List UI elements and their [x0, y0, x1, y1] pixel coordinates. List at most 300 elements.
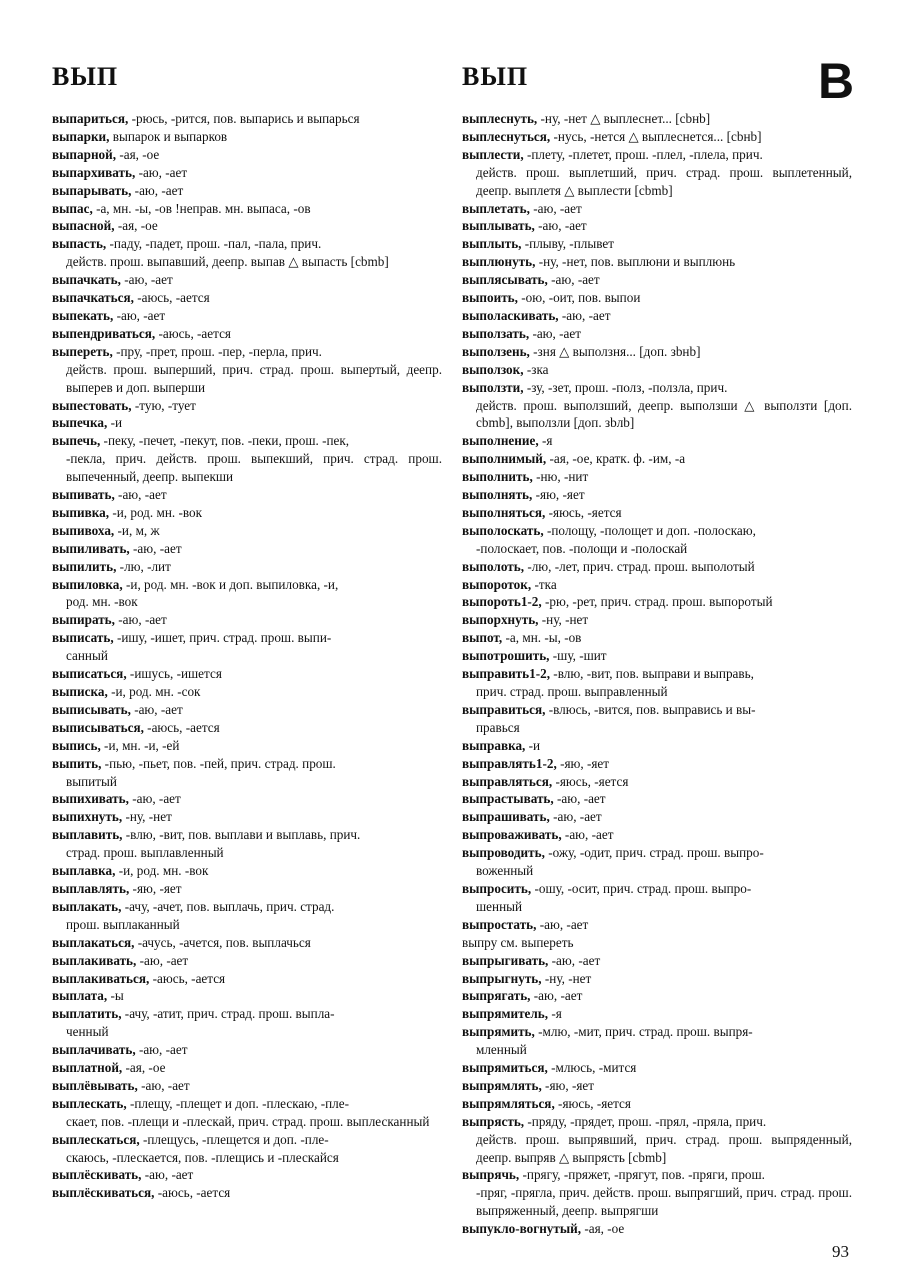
section-letter: В — [818, 53, 855, 109]
dictionary-entry — [52, 200, 442, 218]
entry-continuation: -пряг, -прягла, прич. действ. прош. выпрягший, прич. страд. прош. выпряженный, деепр. выпрягши — [476, 1185, 852, 1219]
dictionary-entry — [52, 397, 442, 415]
headword: выплакиваться, — [52, 970, 150, 986]
headword: выплата, — [52, 988, 108, 1004]
headword: выпрямляться, — [462, 1095, 555, 1111]
dictionary-entry — [462, 450, 852, 468]
entry-forms: -аю, -ает — [529, 325, 581, 341]
headword: выплакаться, — [52, 934, 135, 950]
entry-continuation: прич. страд. прош. выправленный — [476, 684, 668, 699]
dictionary-entry — [52, 522, 442, 540]
headword: выпрямить, — [462, 1024, 535, 1040]
dictionary-entry — [462, 647, 852, 665]
entry-forms: -я — [548, 1006, 562, 1022]
entry-forms: -ну, -нет △ выплеснет... [cbнb] — [537, 111, 711, 126]
headword: выполняться, — [462, 504, 546, 520]
entry-forms: -аю, -ает — [135, 164, 188, 180]
dictionary-entry — [52, 164, 442, 182]
entry-forms: -яюсь, -яется — [554, 1095, 631, 1111]
dictionary-entry — [462, 1113, 852, 1167]
entry-forms: -ошу, -осит, прич. страд. прош. выпро- — [531, 880, 752, 896]
entry-forms: -пряду, -прядет, прош. -прял, -пряла, прич. — [524, 1113, 767, 1129]
headword: выплетать, — [462, 200, 530, 216]
entry-continuation: действ. прош. выпавший, деепр. выпав △ выпасть [cbmb] — [66, 254, 389, 270]
dictionary-entry — [462, 1220, 852, 1238]
entry-forms: -аюсь, -ается — [155, 325, 231, 341]
headword: выполаскивать, — [462, 307, 559, 323]
dictionary-entry — [52, 235, 442, 271]
headword: выпорхнуть, — [462, 612, 539, 628]
dictionary-entry — [462, 611, 852, 629]
dictionary-entry — [52, 737, 442, 755]
headword: выполнимый, — [462, 451, 547, 467]
headword: выпачкаться, — [52, 290, 134, 306]
entry-continuation: прош. выплаканный — [66, 916, 180, 932]
headword: выпороток, — [462, 576, 532, 592]
dictionary-entry — [52, 343, 442, 397]
dictionary-entry — [52, 1131, 442, 1167]
entry-continuation: скает, пов. -плещи и -плескай, прич. страд. прош. выплесканный — [66, 1113, 430, 1129]
dictionary-entry — [462, 289, 852, 307]
entry-forms: -ачу, -атит, прич. страд. прош. выпла- — [121, 1006, 335, 1022]
dictionary-entry — [462, 379, 852, 433]
entry-forms: -и, род. мн. -вок — [109, 504, 203, 520]
entry-forms: -аю, -ает — [549, 809, 602, 825]
headword: выпасть, — [52, 236, 107, 252]
headword: выпасной, — [52, 218, 115, 234]
headword: выпоить, — [462, 290, 518, 306]
entry-forms: -аю, -ает — [114, 487, 167, 503]
headword: выписываться, — [52, 719, 144, 735]
headword: выплясывать, — [462, 272, 548, 288]
entry-forms: -тка — [531, 576, 557, 592]
entry-forms: -млюсь, -мится — [547, 1060, 637, 1076]
dictionary-entry — [462, 970, 852, 988]
dictionary-entry — [462, 737, 852, 755]
dictionary-entry — [462, 1023, 852, 1059]
dictionary-entry — [52, 952, 442, 970]
dictionary-entry — [52, 1059, 442, 1077]
entry-forms: -рюсь, -рится, пов. выпарись и выпарься — [128, 111, 360, 126]
dictionary-entry — [462, 629, 852, 647]
entry-forms: -аю, -ает — [137, 1077, 190, 1093]
headword: выпрясть, — [462, 1113, 525, 1129]
headword: выплачивать, — [52, 1042, 136, 1058]
headword: выпрашивать, — [462, 809, 550, 825]
dictionary-entry — [52, 432, 442, 486]
dictionary-entry — [52, 665, 442, 683]
dictionary-entry — [52, 683, 442, 701]
dictionary-entry — [52, 701, 442, 719]
entry-forms: -и, род. мн. -сок — [107, 684, 201, 699]
running-head-left: ВЫП — [52, 62, 119, 91]
entry-forms: -пеку, -печет, -пекут, пов. -пеки, прош. -пек, — [100, 433, 350, 449]
entry-forms: -полощу, -полощет и доп. -полоскаю, — [543, 522, 756, 538]
entry-forms: -тую, -тует — [131, 397, 196, 413]
dictionary-entry — [462, 1166, 852, 1220]
entry-forms: -ая, -ое — [114, 218, 158, 234]
headword: выпроваживать, — [462, 827, 562, 843]
dictionary-entry — [462, 468, 852, 486]
headword: выплеснуть, — [462, 111, 538, 126]
entry-forms: -яюсь, -яется — [545, 504, 622, 520]
dictionary-entry — [52, 307, 442, 325]
headword: выпукло-вогнутый, — [462, 1221, 582, 1237]
headword: выползать, — [462, 325, 530, 341]
headword: выпарки, — [52, 128, 110, 144]
entry-forms: -ожу, -одит, прич. страд. прош. выпро- — [544, 845, 764, 861]
entry-forms: -аю, -ает — [128, 791, 181, 807]
dictionary-entry — [462, 1059, 852, 1077]
dictionary-entry — [462, 504, 852, 522]
running-head-right: ВЫП — [462, 62, 529, 91]
dictionary-entry — [52, 934, 442, 952]
dictionary-entry — [462, 1095, 852, 1113]
headword: выправиться, — [462, 701, 546, 717]
headword: выпрячь, — [462, 1167, 520, 1183]
headword: выпись, — [52, 737, 101, 753]
entry-continuation: правься — [476, 719, 520, 735]
headword: выплести, — [462, 146, 524, 162]
entry-forms: -аю, -ает — [548, 952, 601, 968]
entry-continuation: санный — [66, 648, 108, 664]
headword: выпариться, — [52, 111, 129, 126]
page-number: 93 — [832, 1242, 849, 1261]
headword: выплавить, — [52, 827, 123, 843]
headword: выпендриваться, — [52, 325, 156, 341]
entry-forms: -и, род. мн. -вок и доп. выпиловка, -и, — [122, 576, 339, 592]
entry-continuation: действ. прош. выплетший, прич. страд. прош. выплетенный, деепр. выплетя △ выплести [cbmb] — [476, 164, 852, 198]
headword: выплатной, — [52, 1060, 123, 1076]
dictionary-entry — [462, 665, 852, 701]
entry-forms: -плету, -плетет, прош. -плел, -плела, прич. — [523, 146, 763, 162]
entry-forms: -яю, -яет — [556, 755, 610, 771]
entry-forms: -аюсь, -ается — [143, 719, 220, 735]
headword: выплёвывать, — [52, 1077, 138, 1093]
entry-forms: -аю, -ает — [534, 218, 587, 234]
entry-forms: -аю, -ает — [113, 307, 166, 323]
entry-forms: -аю, -ает — [129, 540, 182, 556]
entry-forms: выпарок и выпарков — [109, 128, 228, 144]
headword: выпекать, — [52, 307, 114, 323]
headword: выправка, — [462, 737, 526, 753]
dictionary-entry — [462, 701, 852, 737]
headword: выпотрошить, — [462, 648, 550, 664]
dictionary-entry — [52, 504, 442, 522]
headword: выплюнуть, — [462, 254, 536, 270]
entry-forms: -зня △ выползня... [доп. зbнb] — [529, 343, 701, 359]
dictionary-entry — [462, 307, 852, 325]
dictionary-entry — [462, 880, 852, 916]
entry-forms: -яюсь, -яется — [552, 773, 629, 789]
entry-continuation: шенный — [476, 898, 523, 914]
headword: выпить, — [52, 755, 102, 771]
headword: выпас, — [52, 200, 93, 216]
dictionary-entry — [462, 343, 852, 361]
headword: выпрастывать, — [462, 791, 554, 807]
dictionary-entry — [462, 361, 852, 379]
entry-forms: -яю, -яет — [532, 487, 585, 503]
entry-forms: -и, род. мн. -вок — [115, 863, 209, 879]
headword: выпрягать, — [462, 988, 531, 1004]
entry-forms: -плещусь, -плещется и доп. -пле- — [139, 1131, 329, 1147]
headword: выправлять1-2, — [462, 755, 557, 771]
headword: выплатить, — [52, 1006, 122, 1022]
dictionary-entry — [52, 880, 442, 898]
entry-forms: -а, мн. -ы, -ов !неправ. мн. выпаса, -ов — [92, 200, 311, 216]
dictionary-entry — [462, 826, 852, 844]
entry-forms: -ачу, -ачет, пов. выплачь, прич. страд. — [121, 898, 335, 914]
dictionary-entry — [52, 862, 442, 880]
entry-forms: -лю, -лит — [116, 558, 171, 574]
headword: выпиливать, — [52, 540, 130, 556]
entry-forms: -нусь, -нется △ выплеснется... [cbнb] — [550, 128, 762, 144]
entry-forms: выпру см. выпереть — [462, 934, 574, 950]
dictionary-entry — [52, 719, 442, 737]
headword: выправить1-2, — [462, 666, 550, 682]
dictionary-entry — [52, 1005, 442, 1041]
entry-forms: -ишу, -ишет, прич. страд. прош. выпи- — [113, 630, 332, 646]
entry-forms: -аюсь, -ается — [154, 1185, 231, 1201]
headword: выплескаться, — [52, 1131, 140, 1147]
entry-forms: -аю, -ает — [120, 272, 173, 288]
entry-forms: -аю, -ает — [114, 612, 167, 628]
dictionary-entry — [462, 1005, 852, 1023]
entry-forms: -шу, -шит — [549, 648, 607, 664]
dictionary-entry — [462, 916, 852, 934]
entry-continuation: действ. прош. выпрявший, прич. страд. прош. выпряденный, деепр. выпряв △ выпрясть [cbmb] — [476, 1131, 852, 1165]
dictionary-entry — [52, 217, 442, 235]
headword: выпархивать, — [52, 164, 136, 180]
headword: выпечь, — [52, 433, 101, 449]
entry-forms: -ну, -нет — [538, 612, 589, 628]
headword: выпихнуть, — [52, 809, 123, 825]
headword: выплёскиваться, — [52, 1185, 155, 1201]
entry-continuation: действ. прош. выперший, прич. страд. прош. выпертый, деепр. выперев и доп. выперши — [66, 361, 442, 395]
headword: выпестовать, — [52, 397, 132, 413]
entry-forms: -зу, -зет, прош. -полз, -ползла, прич. — [523, 379, 728, 395]
headword: выплыть, — [462, 236, 522, 252]
entry-continuation: род. мн. -вок — [66, 594, 138, 610]
entry-forms: -ая, -ое, кратк. ф. -им, -а — [546, 451, 686, 467]
entry-forms: -аюсь, -ается — [149, 970, 226, 986]
headword: выписать, — [52, 630, 114, 646]
headword: выплывать, — [462, 218, 535, 234]
headword: выправляться, — [462, 773, 553, 789]
entry-forms: -аюсь, -ается — [133, 290, 210, 306]
dictionary-entry — [462, 217, 852, 235]
headword: выпереть, — [52, 343, 113, 359]
right-column — [462, 110, 852, 1238]
dictionary-entry — [52, 271, 442, 289]
headword: выпрямитель, — [462, 1006, 549, 1022]
headword: выпороть1-2, — [462, 594, 542, 610]
entry-forms: -пру, -прет, прош. -пер, -перла, прич. — [112, 343, 322, 359]
headword: выписаться, — [52, 666, 127, 682]
entry-continuation: выпитый — [66, 773, 117, 789]
entry-continuation: действ. прош. выползший, деепр. выползши △ выползти [доп. cbmb], выползли [доп. зbлb] — [476, 397, 852, 431]
dictionary-entry — [462, 987, 852, 1005]
dictionary-entry — [52, 1077, 442, 1095]
headword: выпилить, — [52, 558, 117, 574]
entry-forms: -ая, -ое — [116, 146, 160, 162]
entry-forms: -аю, -ает — [136, 952, 189, 968]
entry-forms: -плыву, -плывет — [521, 236, 614, 252]
entry-continuation: мленный — [476, 1042, 527, 1058]
entry-forms: -аю, -ает — [536, 916, 589, 932]
headword: выпачкать, — [52, 272, 121, 288]
entry-forms: -влюсь, -вится, пов. выправись и вы- — [545, 701, 756, 717]
dictionary-entry — [462, 576, 852, 594]
entry-forms: -паду, -падет, прош. -пал, -пала, прич. — [106, 236, 322, 252]
headword: выпечка, — [52, 415, 108, 431]
headword: выплавка, — [52, 863, 116, 879]
dictionary-entry — [52, 289, 442, 307]
entry-forms: -и, м, ж — [114, 522, 160, 538]
dictionary-entry — [52, 110, 442, 128]
dictionary-entry — [462, 952, 852, 970]
entry-forms: -ню, -нит — [532, 469, 589, 485]
entry-forms: -яю, -яет — [541, 1077, 595, 1093]
headword: выполоскать, — [462, 522, 544, 538]
entry-forms: -лю, -лет, прич. страд. прош. выполотый — [524, 558, 755, 574]
dictionary-entry — [462, 558, 852, 576]
headword: выпростать, — [462, 916, 537, 932]
headword: выполнить, — [462, 469, 533, 485]
entry-forms: -яю, -яет — [129, 880, 182, 896]
entry-forms: -зка — [523, 361, 549, 377]
entry-forms: -и — [107, 415, 123, 431]
dictionary-entry — [462, 325, 852, 343]
dictionary-entry — [52, 486, 442, 504]
dictionary-entry — [52, 128, 442, 146]
headword: выполоть, — [462, 558, 525, 574]
headword: выпарывать, — [52, 182, 132, 198]
dictionary-entry — [462, 200, 852, 218]
dictionary-entry — [462, 755, 852, 773]
entry-forms: -а, мн. -ы, -ов — [502, 630, 582, 646]
headword: выпарной, — [52, 146, 117, 162]
entry-forms: -аю, -ает — [558, 307, 611, 323]
dictionary-entry — [462, 934, 852, 952]
dictionary-entry — [462, 253, 852, 271]
dictionary-entry — [52, 558, 442, 576]
entry-forms: -ачусь, -ачется, пов. выплачься — [134, 934, 311, 950]
dictionary-entry — [462, 593, 852, 611]
entry-forms: -аю, -ает — [553, 791, 606, 807]
left-column — [52, 110, 442, 1202]
dictionary-entry — [52, 325, 442, 343]
dictionary-entry — [462, 522, 852, 558]
dictionary-entry — [462, 1077, 852, 1095]
headword: выползок, — [462, 361, 524, 377]
headword: выпивка, — [52, 504, 110, 520]
dictionary-entry — [52, 576, 442, 612]
entry-continuation: -полоскает, пов. -полощи и -полоскай — [476, 540, 688, 556]
dictionary-entry — [52, 790, 442, 808]
entry-continuation: ченный — [66, 1024, 109, 1040]
headword: выпрямиться, — [462, 1060, 548, 1076]
headword: выползти, — [462, 379, 524, 395]
entry-forms: -влю, -вит, пов. выплави и выплавь, прич. — [122, 827, 361, 843]
headword: выпрямлять, — [462, 1077, 542, 1093]
dictionary-entry — [52, 414, 442, 432]
dictionary-entry — [52, 808, 442, 826]
entry-forms: -ая, -ое — [122, 1060, 166, 1076]
entry-forms: -и, мн. -и, -ей — [100, 737, 180, 753]
entry-forms: -прягу, -пряжет, -прягут, пов. -пряги, прош. — [519, 1167, 765, 1183]
dictionary-entry — [52, 1166, 442, 1184]
dictionary-entry — [52, 1184, 442, 1202]
entry-forms: -ишусь, -ишется — [126, 666, 222, 682]
dictionary-entry — [462, 808, 852, 826]
headword: выпивоха, — [52, 522, 115, 538]
dictionary-entry — [52, 987, 442, 1005]
headword: выполнять, — [462, 487, 533, 503]
dictionary-entry — [462, 271, 852, 289]
entry-forms: -рю, -рет, прич. страд. прош. выпоротый — [541, 594, 773, 610]
dictionary-entry — [52, 898, 442, 934]
headword: выплеснуться, — [462, 128, 551, 144]
headword: выписка, — [52, 684, 108, 699]
entry-continuation: -пекла, прич. действ. прош. выпекший, прич. страд. прош. выпеченный, деепр. выпекши — [66, 451, 442, 485]
headword: выплёскивать, — [52, 1167, 142, 1183]
entry-forms: -ну, -нет — [541, 970, 592, 986]
entry-forms: -и — [525, 737, 541, 753]
dictionary-entry — [462, 235, 852, 253]
dictionary-entry — [462, 432, 852, 450]
entry-forms: -аю, -ает — [561, 827, 614, 843]
dictionary-entry — [52, 182, 442, 200]
dictionary-entry — [52, 1041, 442, 1059]
entry-forms: -плещу, -плещет и доп. -плескаю, -пле- — [126, 1095, 349, 1111]
dictionary-entry — [52, 970, 442, 988]
headword: выплакать, — [52, 898, 122, 914]
dictionary-entry — [462, 790, 852, 808]
dictionary-entry — [52, 755, 442, 791]
dictionary-entry — [52, 611, 442, 629]
entry-forms: -аю, -ает — [529, 200, 582, 216]
dictionary-entry — [52, 540, 442, 558]
headword: выпихивать, — [52, 791, 129, 807]
headword: выпиловка, — [52, 576, 123, 592]
dictionary-entry — [52, 146, 442, 164]
entry-forms: -пью, -пьет, пов. -пей, прич. страд. прош. — [101, 755, 336, 771]
entry-continuation: страд. прош. выплавленный — [66, 845, 224, 861]
dictionary-entry — [52, 1095, 442, 1131]
headword: выпрыгивать, — [462, 952, 549, 968]
entry-forms: -аю, -ает — [530, 988, 583, 1004]
dictionary-entry — [52, 826, 442, 862]
entry-continuation: воженный — [476, 863, 534, 879]
entry-forms: -аю, -ает — [130, 701, 183, 717]
dictionary-entry — [52, 629, 442, 665]
dictionary-entry — [462, 146, 852, 200]
entry-forms: -ну, -нет, пов. выплюни и выплюнь — [535, 254, 736, 270]
entry-forms: -аю, -ает — [547, 272, 600, 288]
entry-forms: -млю, -мит, прич. страд. прош. выпря- — [534, 1024, 753, 1040]
entry-forms: -аю, -ает — [135, 1042, 188, 1058]
headword: выплакивать, — [52, 952, 137, 968]
headword: выползень, — [462, 343, 530, 359]
entry-forms: -аю, -ает — [141, 1167, 194, 1183]
headword: выписывать, — [52, 701, 131, 717]
headword: выпрыгнуть, — [462, 970, 542, 986]
dictionary-entry — [462, 844, 852, 880]
entry-forms: -влю, -вит, пов. выправи и выправь, — [550, 666, 754, 682]
headword: выпот, — [462, 630, 503, 646]
dictionary-entry — [462, 110, 852, 128]
